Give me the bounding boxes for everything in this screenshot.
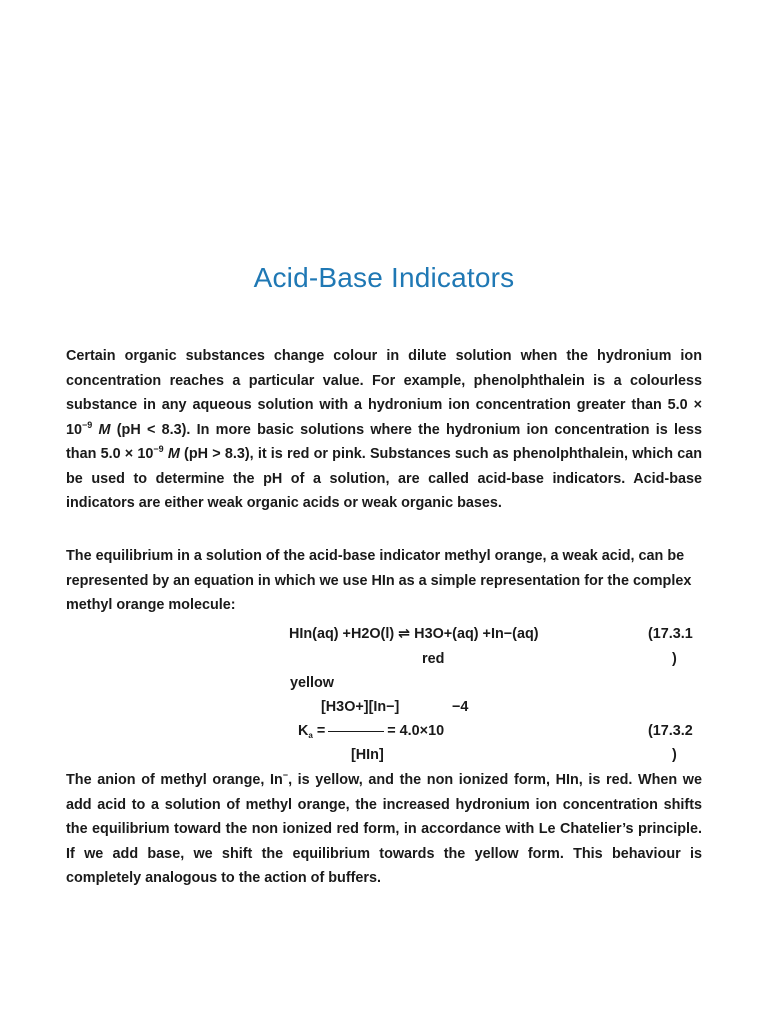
para1-molar-unit-2: M: [167, 446, 180, 462]
equation-2-equals: =: [316, 723, 326, 739]
para1-text-2: (pH < 8.3). In more basic solutions where the hydronium ion concentration is less than 5.0 × 10: [66, 421, 703, 462]
equation-1-label-red: red: [422, 651, 445, 667]
paragraph-methyl-orange-behaviour: [66, 768, 702, 891]
page-title: Acid-Base Indicators: [253, 262, 515, 293]
para1-text-1: Certain organic substances change colour in dilute solution when the hydronium ion concentration reaches a particular value. For example, phenolphthalein is a colourless substance in any aqueous solution with a hydronium ion concentration greater than 5.0 × 10: [66, 348, 702, 438]
para3-text-2: , is yellow, and the non ionized form, HIn, is red. When we add acid to a solution of methyl orange, the increased hydronium ion concentration shifts the equilibrium toward the non ionized red form, in accordance with Le Chatelier’s principle. If we add base, we shift the equilibrium towards the yellow form. This behaviour is completely analogous to the action of buffers.: [66, 772, 702, 886]
equation-1-label-yellow: yellow: [290, 675, 334, 691]
equation-1-number-close: ): [672, 651, 677, 667]
para1-exponent-2: −9: [153, 444, 164, 454]
para1-text-3: (pH > 8.3), it is red or pink. Substances such as phenolphthalein, which can be used to determine the pH of a solution, are called acid-base indicators. Acid-base indicators are either weak organic acids or weak organic bases.: [66, 446, 703, 511]
equation-2-k-subscript: a: [308, 731, 313, 740]
equation-2-exponent: −4: [452, 699, 469, 715]
paragraph-indicators-intro: [66, 344, 702, 516]
equation-2-k: K: [298, 723, 309, 739]
equation-2-lhs: [298, 721, 444, 741]
equation-2-numerator: [H3O+][In−]: [321, 699, 400, 715]
equation-2-rhs: = 4.0×10: [387, 723, 445, 739]
para3-superscript: −: [282, 770, 289, 780]
equation-2-denominator: [HIn]: [351, 747, 384, 763]
paragraph-methyl-orange: The equilibrium in a solution of the acid-base indicator methyl orange, a weak acid, can be represented by an equation in which we use HIn as a simple representation for the complex methyl orange molecule:: [66, 548, 692, 613]
fraction-bar: [328, 731, 384, 732]
equation-1-text: HIn(aq) +H2O(l) ⇌ H3O+(aq) +In−(aq): [289, 626, 539, 642]
para1-exponent-1: −9: [82, 419, 93, 430]
para1-molar-unit-1: M: [98, 421, 111, 438]
para3-text-1: The anion of methyl orange, In: [66, 772, 283, 788]
equation-2-number: (17.3.2: [648, 723, 693, 739]
equation-1-number: (17.3.1: [648, 626, 693, 642]
equation-2-number-close: ): [672, 747, 677, 763]
